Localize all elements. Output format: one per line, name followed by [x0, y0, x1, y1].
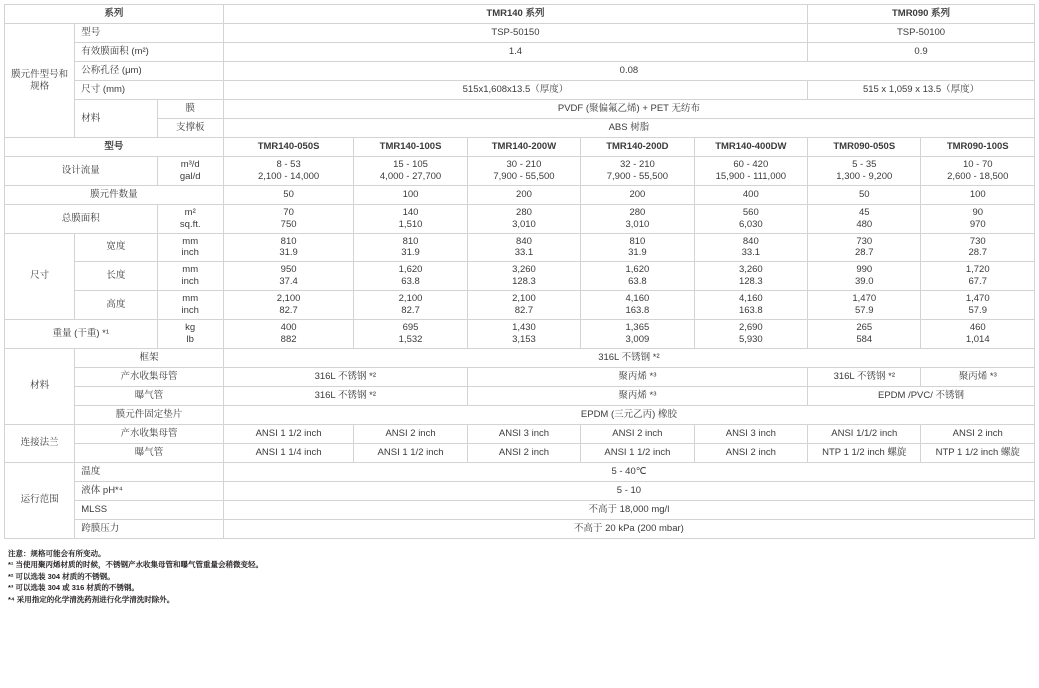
width-mm-2: 810	[402, 235, 419, 247]
design-flow-1	[223, 157, 353, 186]
unit-inch-l: inch	[181, 276, 199, 288]
design-flow-m3d-1: 8 - 53	[276, 159, 301, 170]
width-mm-7: 730	[969, 235, 986, 247]
design-flow-m3d-4: 32 - 210	[619, 159, 655, 170]
flange-permeate-4: ANSI 2 inch	[581, 424, 694, 443]
value-material-membrane: PVDF (聚偏氟乙烯) + PET 无纺布	[223, 100, 1034, 119]
flange-aeration-1: ANSI 1 1/4 inch	[223, 443, 353, 462]
total-area-units	[157, 204, 223, 233]
length-inch-6: 39.0	[855, 276, 874, 288]
total-area-sqft-1: 750	[280, 218, 297, 230]
total-area-m2-7: 90	[972, 206, 984, 218]
length-mm-6: 990	[856, 264, 873, 276]
membrane-count-3: 200	[467, 185, 580, 204]
membrane-count-4: 200	[581, 185, 694, 204]
weight-5	[694, 319, 807, 348]
height-inch-2: 82.7	[401, 304, 420, 316]
total-area-sqft-2: 1,510	[398, 218, 423, 230]
height-inch-7: 57.9	[968, 304, 987, 316]
series-label: 系列	[5, 5, 224, 24]
width-mm-1: 810	[280, 235, 297, 247]
length-2	[354, 262, 467, 291]
height-units	[157, 291, 223, 320]
weight-6	[808, 319, 921, 348]
width-inch-4: 31.9	[628, 247, 647, 259]
height-inch-6: 57.9	[855, 304, 874, 316]
length-inch-7: 67.7	[968, 276, 987, 288]
weight-lb-6: 584	[856, 333, 873, 345]
weight-3	[467, 319, 580, 348]
flange-permeate-3: ANSI 3 inch	[467, 424, 580, 443]
total-area-m2-1: 70	[283, 206, 294, 218]
total-area-sqft-4: 3,010	[625, 218, 650, 230]
weight-kg-5: 2,690	[738, 321, 763, 333]
design-flow-gald-7: 2,600 - 18,500	[947, 170, 1009, 182]
height-mm-4: 4,160	[625, 293, 650, 304]
label-model-2: 型号	[5, 138, 224, 157]
label-height: 高度	[75, 291, 157, 320]
footnote-1: *¹ 当使用聚丙烯材质的时候，不锈钢产水收集母管和曝气管重量会稍微变轻。	[8, 560, 263, 570]
label-mlss: MLSS	[75, 500, 224, 519]
membrane-count-6: 50	[808, 185, 921, 204]
width-inch-1: 31.9	[279, 247, 298, 259]
table-row	[5, 100, 1035, 119]
width-7	[921, 233, 1035, 262]
weight-kg-7: 460	[969, 321, 986, 333]
length-inch-3: 128.3	[512, 276, 536, 288]
weight-kg-3: 1,430	[512, 321, 536, 333]
table-row	[5, 62, 1035, 81]
total-area-m2-4: 280	[629, 206, 646, 218]
length-inch-2: 63.8	[401, 276, 420, 288]
total-area-4	[581, 204, 694, 233]
table-row	[5, 138, 1035, 157]
footnote-0: 注意：规格可能会有所变动。	[8, 548, 106, 558]
label-frame: 框架	[75, 348, 224, 367]
unit-inch-w: inch	[181, 247, 199, 259]
value-mlss: 不高于 18,000 mg/l	[223, 500, 1034, 519]
table-row	[5, 481, 1035, 500]
height-3	[467, 291, 580, 320]
weight-lb-1: 882	[280, 333, 297, 345]
value-dimension-140: 515x1,608x13.5（厚度）	[223, 81, 807, 100]
length-5	[694, 262, 807, 291]
label-size: 尺寸	[5, 233, 75, 319]
weight-kg-2: 695	[402, 321, 419, 333]
value-dimension-090: 515 x 1,059 x 13.5（厚度）	[808, 81, 1035, 100]
table-row	[5, 204, 1035, 233]
width-mm-5: 840	[742, 235, 759, 247]
width-mm-6: 730	[856, 235, 873, 247]
design-flow-gald-6: 1,300 - 9,200	[836, 170, 893, 182]
label-effective-area: 有效膜面积 (m²)	[75, 43, 224, 62]
unit-sqft: sq.ft.	[179, 218, 201, 230]
unit-m3d: m³/d	[180, 159, 200, 170]
total-area-sqft-7: 970	[969, 218, 986, 230]
length-1	[223, 262, 353, 291]
total-area-3	[467, 204, 580, 233]
unit-mm-h: mm	[182, 293, 199, 304]
unit-m2: m²	[184, 206, 196, 218]
aeration-pipe-090: EPDM /PVC/ 不锈钢	[808, 386, 1035, 405]
height-7	[921, 291, 1035, 320]
table-row	[5, 262, 1035, 291]
model-col-1: TMR140-050S	[223, 138, 353, 157]
total-area-m2-3: 280	[516, 206, 532, 218]
model-col-6: TMR090-050S	[808, 138, 921, 157]
length-inch-4: 63.8	[628, 276, 647, 288]
table-row	[5, 348, 1035, 367]
flange-aeration-4: ANSI 1 1/2 inch	[581, 443, 694, 462]
height-5	[694, 291, 807, 320]
weight-lb-4: 3,009	[625, 333, 650, 345]
weight-units	[157, 319, 223, 348]
unit-mm-w: mm	[182, 235, 199, 247]
width-inch-3: 33.1	[514, 247, 534, 259]
height-4	[581, 291, 694, 320]
unit-mm-l: mm	[182, 264, 199, 276]
value-model-090: TSP-50100	[808, 24, 1035, 43]
height-mm-6: 1,470	[852, 293, 877, 304]
table-row	[5, 291, 1035, 320]
width-2	[354, 233, 467, 262]
table-row	[5, 519, 1035, 538]
length-7	[921, 262, 1035, 291]
weight-1	[223, 319, 353, 348]
label-material-support: 支撑板	[157, 119, 223, 138]
weight-lb-5: 5,930	[738, 333, 763, 345]
value-area-090: 0.9	[808, 43, 1035, 62]
series-tmr140: TMR140 系列	[223, 5, 807, 24]
weight-kg-6: 265	[856, 321, 873, 333]
footnotes	[8, 548, 1035, 606]
weight-lb-2: 1,532	[398, 333, 423, 345]
width-6	[808, 233, 921, 262]
width-units	[157, 233, 223, 262]
length-6	[808, 262, 921, 291]
label-width: 宽度	[75, 233, 157, 262]
label-design-flow: 设计流量	[5, 157, 158, 186]
design-flow-m3d-2: 15 - 105	[393, 159, 428, 170]
table-row	[5, 462, 1035, 481]
flange-aeration-5: ANSI 2 inch	[694, 443, 807, 462]
design-flow-4	[581, 157, 694, 186]
permeate-pipe-090-050: 316L 不锈钢 *²	[808, 367, 921, 386]
total-area-1	[223, 204, 353, 233]
aeration-pipe-140-s: 316L 不锈钢 *²	[223, 386, 467, 405]
width-5	[694, 233, 807, 262]
weight-kg-4: 1,365	[625, 321, 650, 333]
value-tmp: 不高于 20 kPa (200 mbar)	[223, 519, 1034, 538]
total-area-m2-2: 140	[402, 206, 419, 218]
label-flange-permeate: 产水收集母管	[75, 424, 224, 443]
label-weight: 重量 (干重) *¹	[5, 319, 158, 348]
height-inch-1: 82.7	[279, 304, 298, 316]
total-area-6	[808, 204, 921, 233]
design-flow-m3d-5: 60 - 420	[733, 159, 769, 170]
width-inch-7: 28.7	[968, 247, 987, 259]
permeate-pipe-140-l: 聚丙烯 *³	[467, 367, 807, 386]
table-row	[5, 233, 1035, 262]
width-1	[223, 233, 353, 262]
flange-aeration-3: ANSI 2 inch	[467, 443, 580, 462]
footnote-4: *⁴ 采用指定的化学清洗药剂进行化学清洗时除外。	[8, 595, 175, 604]
length-mm-5: 3,260	[738, 264, 763, 276]
length-mm-4: 1,620	[625, 264, 650, 276]
design-flow-m3d-3: 30 - 210	[506, 159, 542, 170]
permeate-pipe-090-100: 聚丙烯 *³	[921, 367, 1035, 386]
weight-lb-7: 1,014	[965, 333, 990, 345]
design-flow-units	[157, 157, 223, 186]
table-row	[5, 405, 1035, 424]
label-flange: 连接法兰	[5, 424, 75, 462]
table-row	[5, 185, 1035, 204]
value-material-support: ABS 树脂	[223, 119, 1034, 138]
footnote-3: *³ 可以选装 304 或 316 材质的不锈钢。	[8, 583, 139, 593]
height-inch-5: 163.8	[738, 304, 763, 316]
weight-7	[921, 319, 1035, 348]
length-mm-2: 1,620	[398, 264, 423, 276]
height-2	[354, 291, 467, 320]
design-flow-6	[808, 157, 921, 186]
model-col-3: TMR140-200W	[467, 138, 580, 157]
label-dimension: 尺寸 (mm)	[75, 81, 224, 100]
value-model-140: TSP-50150	[223, 24, 807, 43]
unit-kg: kg	[185, 321, 196, 333]
height-mm-3: 2,100	[512, 293, 536, 304]
value-gasket: EPDM (三元乙丙) 橡胶	[223, 405, 1034, 424]
permeate-pipe-140-s: 316L 不锈钢 *²	[223, 367, 467, 386]
design-flow-gald-4: 7,900 - 55,500	[606, 170, 669, 182]
table-row	[5, 424, 1035, 443]
label-membrane-count: 膜元件数量	[5, 185, 224, 204]
total-area-m2-6: 45	[858, 206, 870, 218]
table-row	[5, 119, 1035, 138]
flange-permeate-1: ANSI 1 1/2 inch	[223, 424, 353, 443]
table-row	[5, 5, 1035, 24]
height-mm-1: 2,100	[276, 293, 301, 304]
specification-table	[4, 4, 1035, 539]
table-row	[5, 367, 1035, 386]
flange-permeate-7: ANSI 2 inch	[921, 424, 1035, 443]
aeration-pipe-140-l: 聚丙烯 *³	[467, 386, 807, 405]
table-row	[5, 443, 1035, 462]
model-col-4: TMR140-200D	[581, 138, 694, 157]
table-row	[5, 157, 1035, 186]
length-3	[467, 262, 580, 291]
height-6	[808, 291, 921, 320]
length-mm-3: 3,260	[512, 264, 536, 276]
series-tmr090: TMR090 系列	[808, 5, 1035, 24]
label-total-area: 总膜面积	[5, 204, 158, 233]
label-temperature: 温度	[75, 462, 224, 481]
label-model: 型号	[75, 24, 224, 43]
width-mm-3: 840	[516, 235, 532, 247]
height-1	[223, 291, 353, 320]
membrane-count-5: 400	[694, 185, 807, 204]
design-flow-3	[467, 157, 580, 186]
total-area-sqft-3: 3,010	[512, 218, 536, 230]
total-area-5	[694, 204, 807, 233]
table-row	[5, 500, 1035, 519]
weight-4	[581, 319, 694, 348]
flange-aeration-6: NTP 1 1/2 inch 螺旋	[808, 443, 921, 462]
table-row	[5, 319, 1035, 348]
height-inch-4: 163.8	[625, 304, 650, 316]
total-area-sqft-6: 480	[856, 218, 873, 230]
width-4	[581, 233, 694, 262]
label-material-membrane: 膜	[157, 100, 223, 119]
flange-permeate-2: ANSI 2 inch	[354, 424, 467, 443]
width-3	[467, 233, 580, 262]
flange-permeate-6: ANSI 1/1/2 inch	[808, 424, 921, 443]
model-col-2: TMR140-100S	[354, 138, 467, 157]
table-row	[5, 43, 1035, 62]
length-inch-5: 128.3	[738, 276, 763, 288]
weight-kg-1: 400	[280, 321, 297, 333]
flange-permeate-5: ANSI 3 inch	[694, 424, 807, 443]
weight-2	[354, 319, 467, 348]
label-tmp: 跨膜压力	[75, 519, 224, 538]
membrane-count-1: 50	[223, 185, 353, 204]
height-mm-2: 2,100	[398, 293, 423, 304]
total-area-7	[921, 204, 1035, 233]
length-units	[157, 262, 223, 291]
width-inch-2: 31.9	[401, 247, 420, 259]
height-inch-3: 82.7	[514, 304, 534, 316]
total-area-m2-5: 560	[742, 206, 759, 218]
label-material-2: 材料	[5, 348, 75, 424]
label-ph: 液体 pH*⁴	[75, 481, 224, 500]
value-pore-size: 0.08	[223, 62, 1034, 81]
design-flow-gald-5: 15,900 - 111,000	[715, 170, 787, 182]
design-flow-7	[921, 157, 1035, 186]
design-flow-m3d-7: 10 - 70	[962, 159, 993, 170]
membrane-count-7: 100	[921, 185, 1035, 204]
width-inch-5: 33.1	[741, 247, 761, 259]
membrane-count-2: 100	[354, 185, 467, 204]
design-flow-2	[354, 157, 467, 186]
design-flow-5	[694, 157, 807, 186]
label-permeate-pipe: 产水收集母管	[75, 367, 224, 386]
design-flow-gald-2: 4,000 - 27,700	[379, 170, 442, 182]
length-mm-7: 1,720	[965, 264, 990, 276]
value-ph: 5 - 10	[223, 481, 1034, 500]
model-col-5: TMR140-400DW	[694, 138, 807, 157]
height-mm-5: 4,160	[738, 293, 763, 304]
label-gasket: 膜元件固定垫片	[75, 405, 224, 424]
unit-gald: gal/d	[179, 170, 201, 182]
length-mm-1: 950	[280, 264, 297, 276]
width-mm-4: 810	[629, 235, 646, 247]
width-inch-6: 28.7	[855, 247, 874, 259]
height-mm-7: 1,470	[965, 293, 990, 304]
length-4	[581, 262, 694, 291]
design-flow-gald-1: 2,100 - 14,000	[257, 170, 320, 182]
group-membrane-spec: 膜元件型号和规格	[5, 24, 75, 138]
unit-inch-h: inch	[181, 304, 199, 316]
label-length: 长度	[75, 262, 157, 291]
total-area-sqft-5: 6,030	[738, 218, 763, 230]
label-flange-aeration: 曝气管	[75, 443, 224, 462]
label-material: 材料	[75, 100, 157, 138]
design-flow-m3d-6: 5 - 35	[852, 159, 877, 170]
table-row	[5, 81, 1035, 100]
total-area-2	[354, 204, 467, 233]
table-row	[5, 24, 1035, 43]
unit-lb: lb	[186, 333, 194, 345]
model-col-7: TMR090-100S	[921, 138, 1035, 157]
footnote-2: *² 可以选装 304 材质的不锈钢。	[8, 571, 115, 581]
value-temperature: 5 - 40℃	[223, 462, 1034, 481]
label-operating-range: 运行范围	[5, 462, 75, 538]
flange-aeration-7: NTP 1 1/2 inch 螺旋	[921, 443, 1035, 462]
label-aeration-pipe: 曝气管	[75, 386, 224, 405]
label-pore-size: 公称孔径 (μm)	[75, 62, 224, 81]
length-inch-1: 37.4	[279, 276, 298, 288]
value-area-140: 1.4	[223, 43, 807, 62]
table-row	[5, 386, 1035, 405]
value-frame: 316L 不锈钢 *²	[223, 348, 1034, 367]
design-flow-gald-3: 7,900 - 55,500	[493, 170, 555, 182]
weight-lb-3: 3,153	[512, 333, 536, 345]
flange-aeration-2: ANSI 1 1/2 inch	[354, 443, 467, 462]
